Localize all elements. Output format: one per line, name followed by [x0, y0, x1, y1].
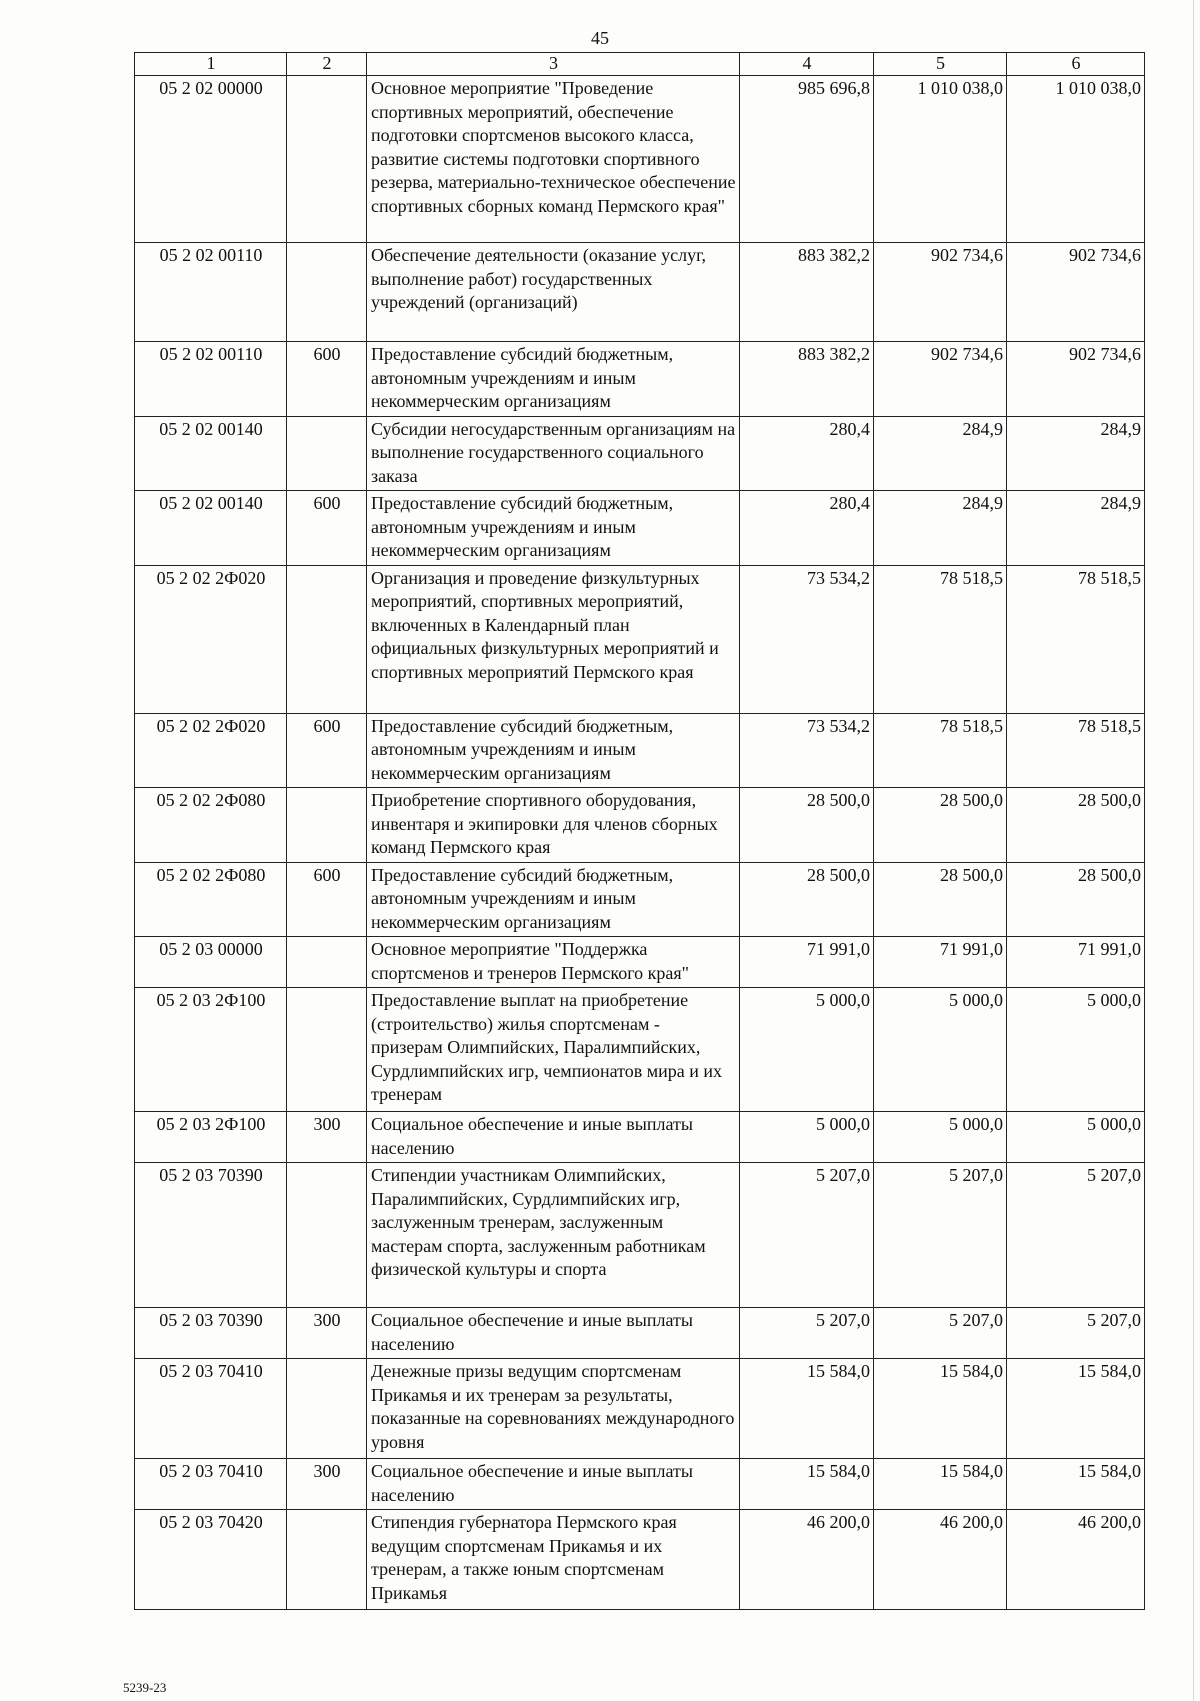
column-header-1: 1 [135, 53, 287, 76]
cell-name: Социальное обеспечение и иные выплаты населению [367, 1459, 740, 1510]
cell-value-2: 5 207,0 [874, 1163, 1007, 1308]
cell-value-2: 15 584,0 [874, 1359, 1007, 1459]
cell-value-2: 1 010 038,0 [874, 76, 1007, 243]
table-row [135, 342, 1145, 417]
scan-edge-line [1193, 0, 1194, 1701]
cell-code: 05 2 03 70410 [135, 1359, 287, 1459]
cell-code: 05 2 02 00110 [135, 243, 287, 342]
cell-value-2: 78 518,5 [874, 713, 1007, 788]
cell-kind [287, 565, 367, 713]
cell-kind: 600 [287, 491, 367, 566]
cell-value-2: 46 200,0 [874, 1510, 1007, 1610]
table-row [135, 788, 1145, 863]
cell-code: 05 2 02 00110 [135, 342, 287, 417]
cell-value-3: 5 207,0 [1007, 1163, 1145, 1308]
cell-value-1: 280,4 [740, 491, 874, 566]
cell-value-2: 902 734,6 [874, 342, 1007, 417]
cell-value-2: 284,9 [874, 491, 1007, 566]
cell-value-2: 71 991,0 [874, 937, 1007, 988]
table-row [135, 862, 1145, 937]
cell-value-3: 902 734,6 [1007, 243, 1145, 342]
cell-value-1: 28 500,0 [740, 788, 874, 863]
cell-name: Предоставление выплат на приобретение (строительство) жилья спортсменам - призерам Олимпийских, Паралимпийских, Сурдлимпийских игр, чемпионатов мира и их тренерам [367, 988, 740, 1112]
cell-value-1: 883 382,2 [740, 342, 874, 417]
cell-code: 05 2 02 2Ф020 [135, 713, 287, 788]
cell-value-1: 28 500,0 [740, 862, 874, 937]
table-row [135, 76, 1145, 243]
cell-name: Основное мероприятие "Поддержка спортсменов и тренеров Пермского края" [367, 937, 740, 988]
cell-value-1: 5 000,0 [740, 1112, 874, 1163]
cell-value-3: 28 500,0 [1007, 788, 1145, 863]
cell-value-3: 28 500,0 [1007, 862, 1145, 937]
cell-value-2: 5 207,0 [874, 1308, 1007, 1359]
cell-code: 05 2 03 2Ф100 [135, 1112, 287, 1163]
cell-value-1: 15 584,0 [740, 1359, 874, 1459]
cell-value-1: 71 991,0 [740, 937, 874, 988]
table-row [135, 1308, 1145, 1359]
table-row [135, 937, 1145, 988]
cell-kind [287, 416, 367, 491]
cell-kind [287, 76, 367, 243]
budget-table [134, 52, 1145, 1610]
cell-value-1: 5 207,0 [740, 1308, 874, 1359]
table-row [135, 988, 1145, 1112]
cell-value-3: 71 991,0 [1007, 937, 1145, 988]
cell-value-3: 1 010 038,0 [1007, 76, 1145, 243]
table-row [135, 1112, 1145, 1163]
cell-value-2: 5 000,0 [874, 988, 1007, 1112]
cell-kind: 300 [287, 1308, 367, 1359]
cell-name: Предоставление субсидий бюджетным, автономным учреждениям и иным некоммерческим организациям [367, 342, 740, 417]
cell-value-1: 5 207,0 [740, 1163, 874, 1308]
cell-value-2: 28 500,0 [874, 862, 1007, 937]
cell-name: Стипендии участникам Олимпийских, Паралимпийских, Сурдлимпийских игр, заслуженным тренерам, заслуженным мастерам спорта, заслуженным работникам физической культуры и спорта [367, 1163, 740, 1308]
cell-kind: 600 [287, 862, 367, 937]
cell-value-1: 15 584,0 [740, 1459, 874, 1510]
cell-value-1: 883 382,2 [740, 243, 874, 342]
cell-name: Социальное обеспечение и иные выплаты населению [367, 1308, 740, 1359]
table-row [135, 565, 1145, 713]
cell-code: 05 2 03 70390 [135, 1308, 287, 1359]
cell-code: 05 2 03 70410 [135, 1459, 287, 1510]
cell-code: 05 2 03 2Ф100 [135, 988, 287, 1112]
cell-kind [287, 1510, 367, 1610]
cell-value-1: 985 696,8 [740, 76, 874, 243]
cell-kind [287, 1163, 367, 1308]
cell-kind: 600 [287, 342, 367, 417]
cell-code: 05 2 02 00000 [135, 76, 287, 243]
cell-value-1: 73 534,2 [740, 565, 874, 713]
cell-value-2: 284,9 [874, 416, 1007, 491]
cell-value-1: 5 000,0 [740, 988, 874, 1112]
cell-code: 05 2 02 2Ф080 [135, 788, 287, 863]
cell-value-3: 284,9 [1007, 491, 1145, 566]
cell-name: Социальное обеспечение и иные выплаты населению [367, 1112, 740, 1163]
table-row [135, 1459, 1145, 1510]
cell-code: 05 2 02 00140 [135, 416, 287, 491]
cell-value-2: 15 584,0 [874, 1459, 1007, 1510]
cell-value-1: 73 534,2 [740, 713, 874, 788]
cell-value-2: 5 000,0 [874, 1112, 1007, 1163]
cell-code: 05 2 02 00140 [135, 491, 287, 566]
table-row [135, 243, 1145, 342]
column-header-3: 3 [367, 53, 740, 76]
cell-name: Предоставление субсидий бюджетным, автономным учреждениям и иным некоммерческим организациям [367, 862, 740, 937]
cell-name: Основное мероприятие "Проведение спортивных мероприятий, обеспечение подготовки спортсменов высокого класса, развитие системы подготовки спортивного резерва, материально-техническое обеспечение спортивных сборных команд Пермского края" [367, 76, 740, 243]
table-row [135, 1163, 1145, 1308]
header-row [135, 53, 1145, 76]
document-footer-code: 5239-23 [123, 1680, 167, 1695]
cell-value-1: 280,4 [740, 416, 874, 491]
cell-name: Предоставление субсидий бюджетным, автономным учреждениям и иным некоммерческим организациям [367, 713, 740, 788]
cell-name: Денежные призы ведущим спортсменам Прикамья и их тренерам за результаты, показанные на соревнованиях международного уровня [367, 1359, 740, 1459]
column-header-2: 2 [287, 53, 367, 76]
table-row [135, 491, 1145, 566]
cell-kind [287, 1359, 367, 1459]
cell-name: Предоставление субсидий бюджетным, автономным учреждениям и иным некоммерческим организациям [367, 491, 740, 566]
page-number: 45 [591, 28, 609, 48]
cell-code: 05 2 03 70420 [135, 1510, 287, 1610]
table-row [135, 1510, 1145, 1610]
cell-kind [287, 243, 367, 342]
table-row [135, 1359, 1145, 1459]
cell-value-3: 78 518,5 [1007, 565, 1145, 713]
cell-code: 05 2 03 00000 [135, 937, 287, 988]
cell-name: Обеспечение деятельности (оказание услуг, выполнение работ) государственных учреждений (организаций) [367, 243, 740, 342]
cell-value-3: 5 000,0 [1007, 1112, 1145, 1163]
cell-code: 05 2 03 70390 [135, 1163, 287, 1308]
cell-name: Стипендия губернатора Пермского края ведущим спортсменам Прикамья и их тренерам, а также юным спортсменам Прикамья [367, 1510, 740, 1610]
cell-name: Организация и проведение физкультурных мероприятий, спортивных мероприятий, включенных в Календарный план официальных физкультурных мероприятий и спортивных мероприятий Пермского края [367, 565, 740, 713]
cell-kind: 300 [287, 1112, 367, 1163]
column-header-6: 6 [1007, 53, 1145, 76]
cell-value-2: 902 734,6 [874, 243, 1007, 342]
cell-value-3: 15 584,0 [1007, 1459, 1145, 1510]
cell-kind [287, 937, 367, 988]
cell-value-1: 46 200,0 [740, 1510, 874, 1610]
cell-value-2: 28 500,0 [874, 788, 1007, 863]
cell-kind [287, 988, 367, 1112]
cell-name: Субсидии негосударственным организациям на выполнение государственного социального заказа [367, 416, 740, 491]
cell-kind: 600 [287, 713, 367, 788]
cell-code: 05 2 02 2Ф020 [135, 565, 287, 713]
table-row [135, 713, 1145, 788]
cell-kind [287, 788, 367, 863]
cell-value-3: 902 734,6 [1007, 342, 1145, 417]
column-header-4: 4 [740, 53, 874, 76]
cell-code: 05 2 02 2Ф080 [135, 862, 287, 937]
cell-value-3: 15 584,0 [1007, 1359, 1145, 1459]
cell-value-2: 78 518,5 [874, 565, 1007, 713]
cell-value-3: 284,9 [1007, 416, 1145, 491]
cell-name: Приобретение спортивного оборудования, инвентаря и экипировки для членов сборных команд Пермского края [367, 788, 740, 863]
cell-value-3: 5 207,0 [1007, 1308, 1145, 1359]
column-header-5: 5 [874, 53, 1007, 76]
cell-value-3: 46 200,0 [1007, 1510, 1145, 1610]
cell-value-3: 78 518,5 [1007, 713, 1145, 788]
cell-kind: 300 [287, 1459, 367, 1510]
cell-value-3: 5 000,0 [1007, 988, 1145, 1112]
table-row [135, 416, 1145, 491]
